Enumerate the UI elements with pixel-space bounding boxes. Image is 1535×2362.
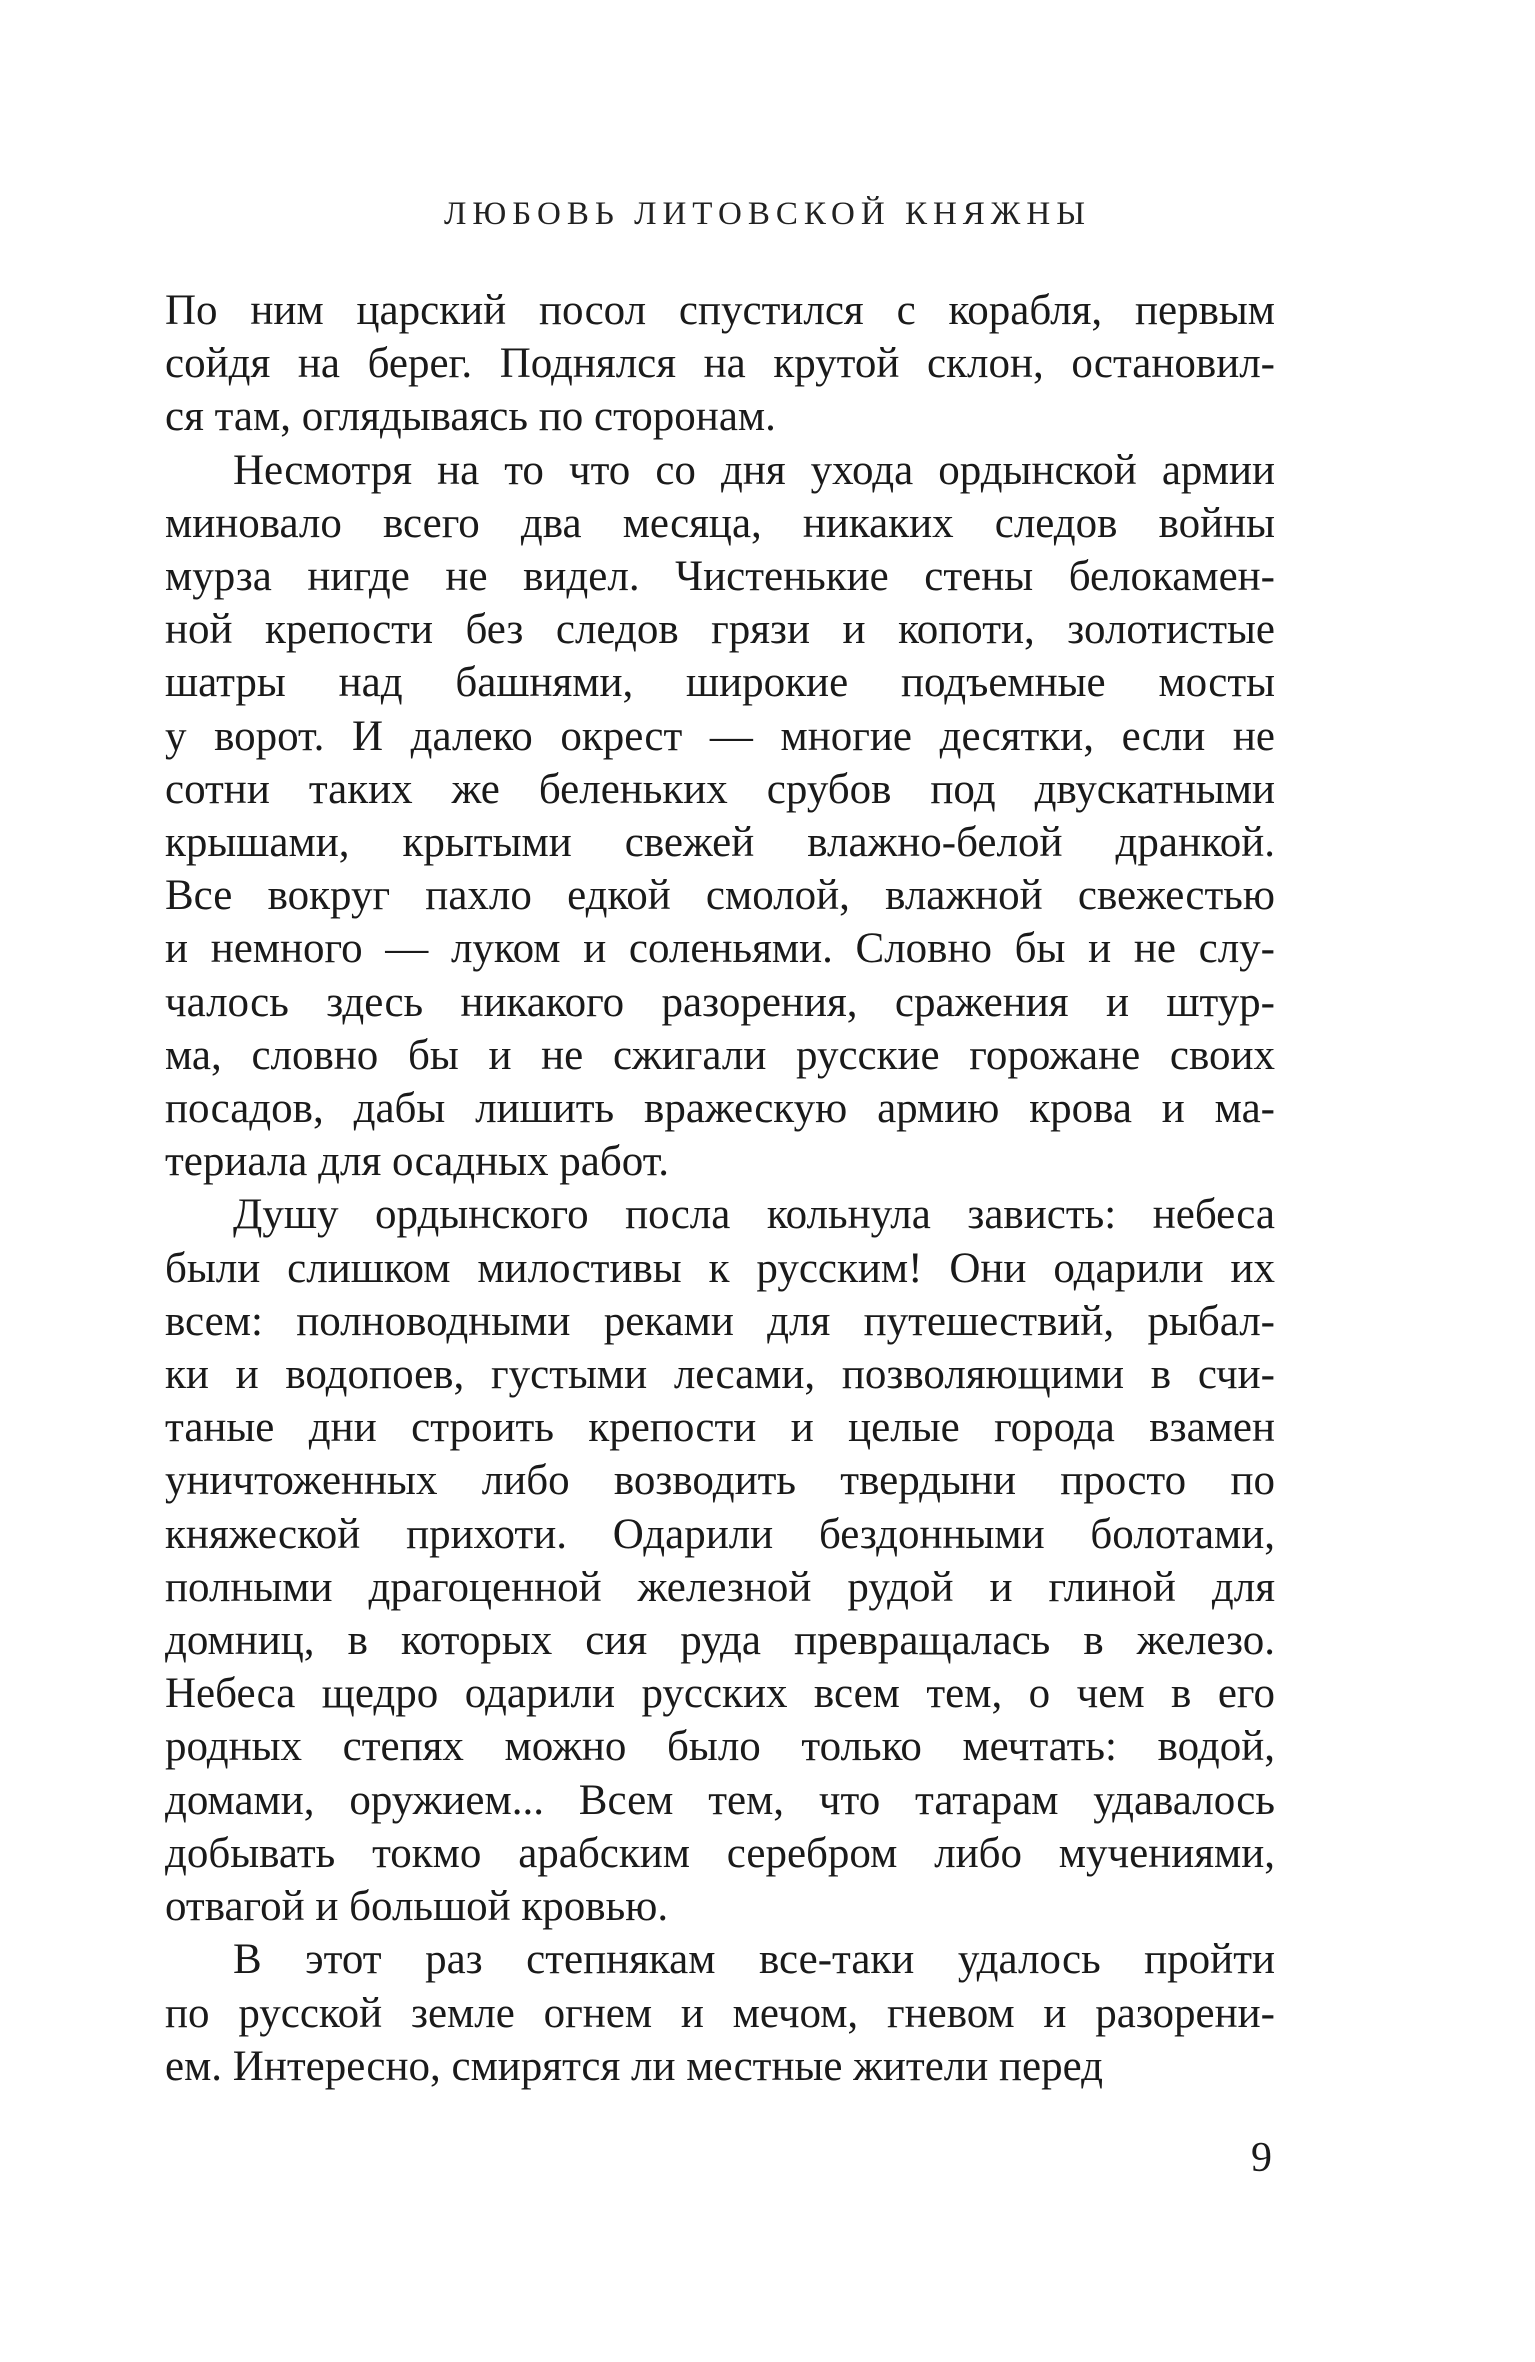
text-line: были слишком милостивы к русским! Они одарили их bbox=[165, 1244, 1275, 1292]
text-line: уничтоженных либо возводить твердыни просто по bbox=[165, 1457, 1275, 1505]
text-line: отвагой и большой кровью. bbox=[165, 1883, 669, 1931]
text-line: В этот раз степнякам все-таки удалось пройти bbox=[233, 1936, 1275, 1984]
text-line: ма, словно бы и не сжигали русские горожане своих bbox=[165, 1031, 1275, 1079]
paragraph bbox=[165, 444, 1275, 1189]
text-line: родных степях можно было только мечтать: водой, bbox=[165, 1723, 1275, 1771]
text-line: ки и водопоев, густыми лесами, позволяющими в счи- bbox=[165, 1351, 1275, 1399]
text-line: ся там, оглядываясь по сторонам. bbox=[165, 393, 776, 441]
text-line: сотни таких же беленьких срубов под двускатными bbox=[165, 765, 1275, 813]
text-line: полными драгоценной железной рудой и глиной для bbox=[165, 1563, 1275, 1611]
text-line: добывать токмо арабским серебром либо мучениями, bbox=[165, 1829, 1275, 1877]
text-line: териала для осадных работ. bbox=[165, 1138, 670, 1186]
text-line: посадов, дабы лишить вражескую армию крова и ма- bbox=[165, 1085, 1275, 1133]
paragraph bbox=[165, 1188, 1275, 1933]
paragraph bbox=[165, 1933, 1275, 2093]
page-number: 9 bbox=[1251, 2135, 1272, 2181]
text-line: сойдя на берег. Поднялся на крутой склон, остановил- bbox=[165, 340, 1275, 388]
text-line: миновало всего два месяца, никаких следов войны bbox=[165, 499, 1275, 547]
text-line: По ним царский посол спустился с корабля, первым bbox=[165, 287, 1275, 334]
text-line: Все вокруг пахло едкой смолой, влажной свежестью bbox=[165, 872, 1275, 920]
body-text bbox=[165, 284, 1275, 2093]
text-line: по русской земле огнем и мечом, гневом и разорени- bbox=[165, 1989, 1275, 2037]
text-line: и немного — луком и соленьями. Словно бы и не слу- bbox=[165, 925, 1275, 973]
text-line: мурза нигде не видел. Чистенькие стены белокамен- bbox=[165, 553, 1275, 601]
text-line: ем. Интересно, смирятся ли местные жители перед bbox=[165, 2042, 1104, 2090]
text-line: ной крепости без следов грязи и копоти, золотистые bbox=[165, 606, 1275, 654]
text-line: крышами, крытыми свежей влажно-белой дранкой. bbox=[165, 819, 1275, 867]
text-line: всем: полноводными реками для путешествий, рыбал- bbox=[165, 1297, 1275, 1345]
text-line: княжеской прихоти. Одарили бездонными болотами, bbox=[165, 1510, 1275, 1558]
running-head: ЛЮБОВЬ ЛИТОВСКОЙ КНЯЖНЫ bbox=[444, 196, 1091, 232]
text-line: Несмотря на то что со дня ухода ордынской армии bbox=[233, 446, 1275, 494]
text-line: чалось здесь никакого разорения, сражения и штур- bbox=[165, 978, 1275, 1026]
text-line: домниц, в которых сия руда превращалась в железо. bbox=[165, 1617, 1275, 1665]
text-line: Душу ордынского посла кольнула зависть: небеса bbox=[233, 1191, 1275, 1239]
text-line: таные дни строить крепости и целые города взамен bbox=[165, 1404, 1275, 1452]
text-line: шатры над башнями, широкие подъемные мосты bbox=[165, 659, 1275, 707]
text-line: Небеса щедро одарили русских всем тем, о чем в его bbox=[165, 1670, 1275, 1718]
text-line: домами, оружием... Всем тем, что татарам удавалось bbox=[165, 1776, 1275, 1824]
text-line: у ворот. И далеко окрест — многие десятки, если не bbox=[165, 712, 1275, 760]
paragraph bbox=[165, 284, 1275, 444]
